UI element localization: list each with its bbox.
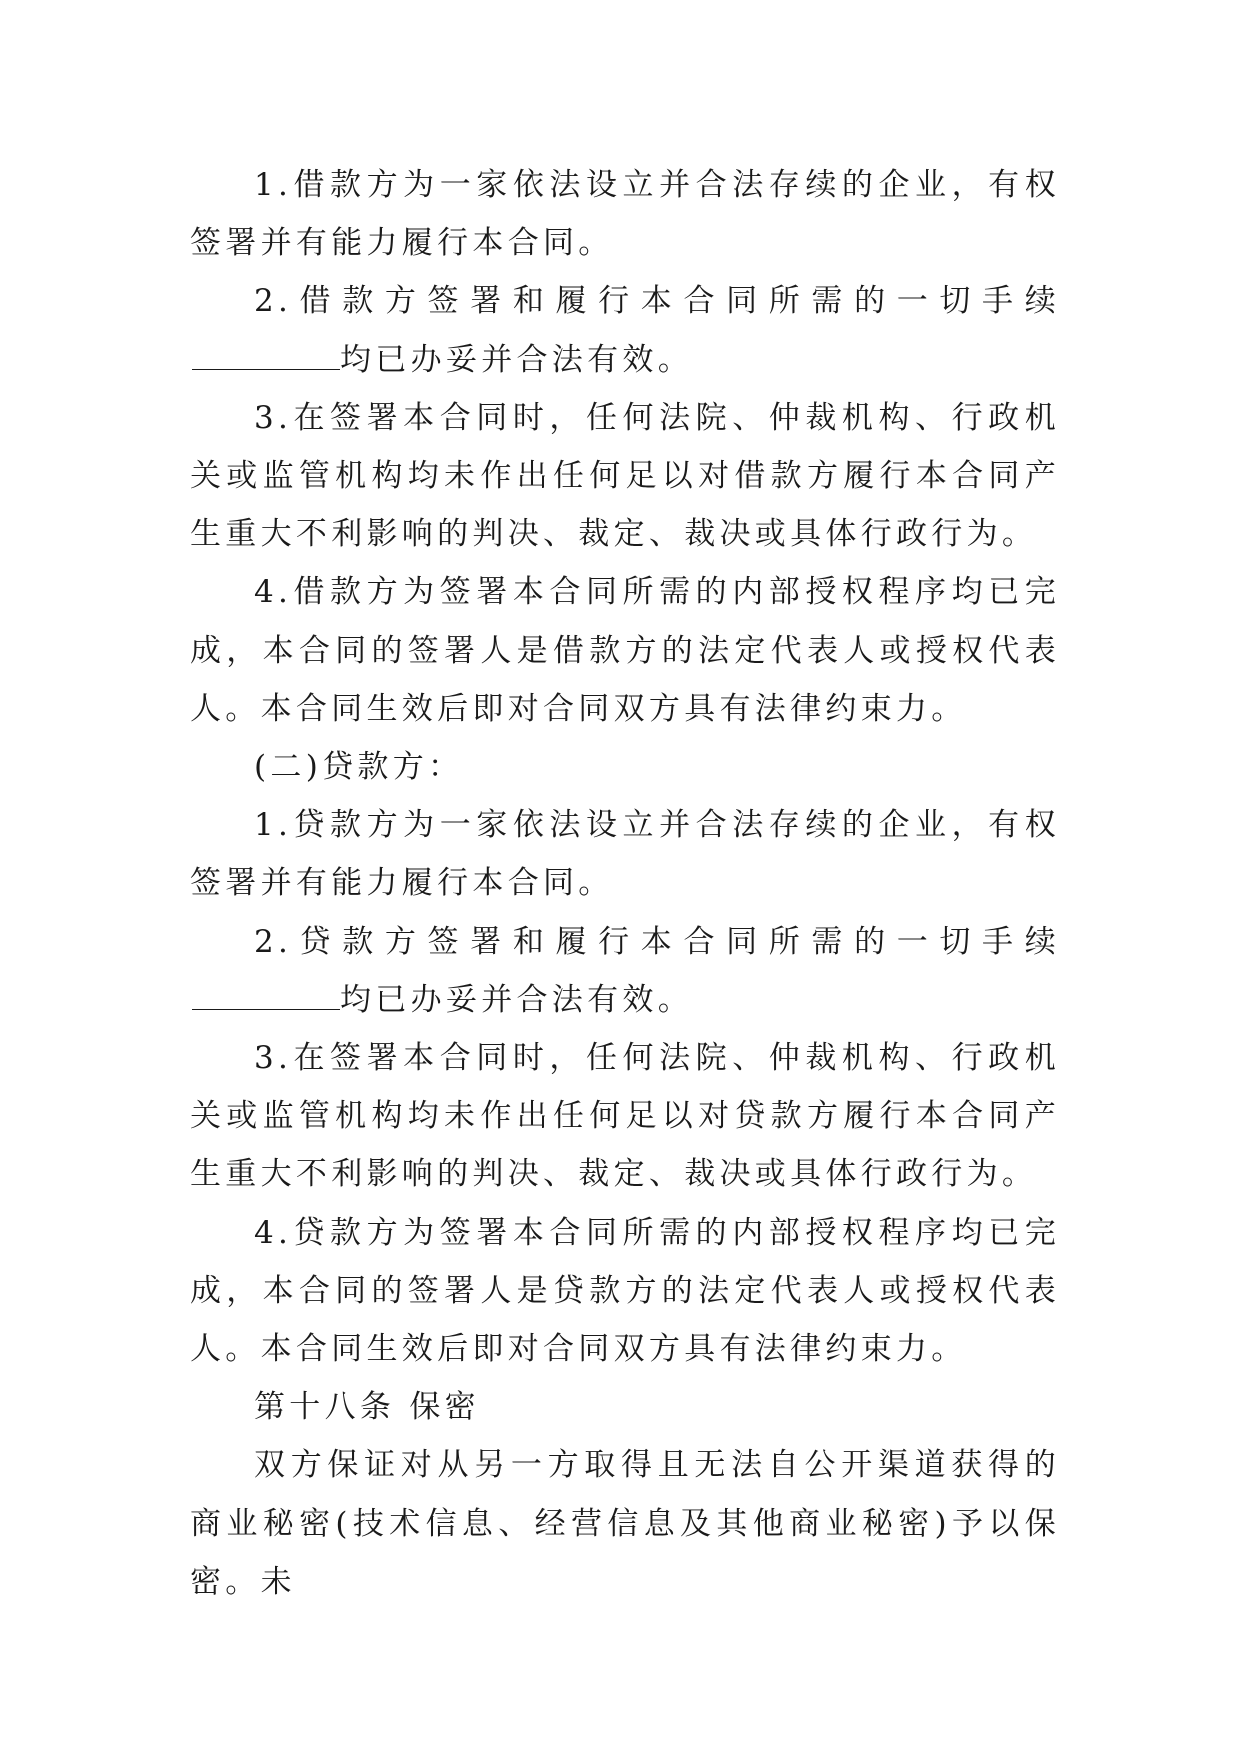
borrower-clause-2-text-end: 均已办妥并合法有效。 xyxy=(340,341,693,378)
article-18-heading: 第十八条 保密 xyxy=(254,1389,480,1426)
document-body xyxy=(190,156,1060,1611)
lender-clause-2 xyxy=(190,913,1060,1029)
borrower-clause-2-text: 2.借款方签署和履行本合同所需的一切手续 xyxy=(254,283,1060,320)
borrower-clause-4: 4.借款方为签署本合同所需的内部授权程序均已完成，本合同的签署人是借款方的法定代表人或授权代表人。本合同生效后即对合同双方具有法律约束力。 xyxy=(190,574,1060,727)
fill-in-blank xyxy=(192,1005,340,1010)
fill-in-blank xyxy=(192,365,340,370)
borrower-clause-2 xyxy=(190,272,1060,388)
lender-clause-3: 3.在签署本合同时，任何法院、仲裁机构、行政机关或监管机构均未作出任何足以对贷款方履行本合同产生重大不利影响的判决、裁定、裁决或具体行政行为。 xyxy=(190,1040,1060,1193)
lender-clause-2-text: 2.贷款方签署和履行本合同所需的一切手续 xyxy=(254,923,1060,960)
lender-section-heading: (二)贷款方： xyxy=(254,749,464,786)
article-18-body: 双方保证对从另一方取得且无法自公开渠道获得的商业秘密(技术信息、经营信息及其他商业秘密)予以保密。未 xyxy=(190,1447,1060,1600)
lender-clause-4: 4.贷款方为签署本合同所需的内部授权程序均已完成，本合同的签署人是贷款方的法定代表人或授权代表人。本合同生效后即对合同双方具有法律约束力。 xyxy=(190,1214,1060,1368)
borrower-clause-3: 3.在签署本合同时，任何法院、仲裁机构、行政机关或监管机构均未作出任何足以对借款方履行本合同产生重大不利影响的判决、裁定、裁决或具体行政行为。 xyxy=(190,399,1060,553)
borrower-clause-1: 1.借款方为一家依法设立并合法存续的企业，有权签署并有能力履行本合同。 xyxy=(190,167,1060,262)
lender-clause-2-text-end: 均已办妥并合法有效。 xyxy=(340,981,693,1018)
lender-clause-1: 1.贷款方为一家依法设立并合法存续的企业，有权签署并有能力履行本合同。 xyxy=(190,807,1060,902)
